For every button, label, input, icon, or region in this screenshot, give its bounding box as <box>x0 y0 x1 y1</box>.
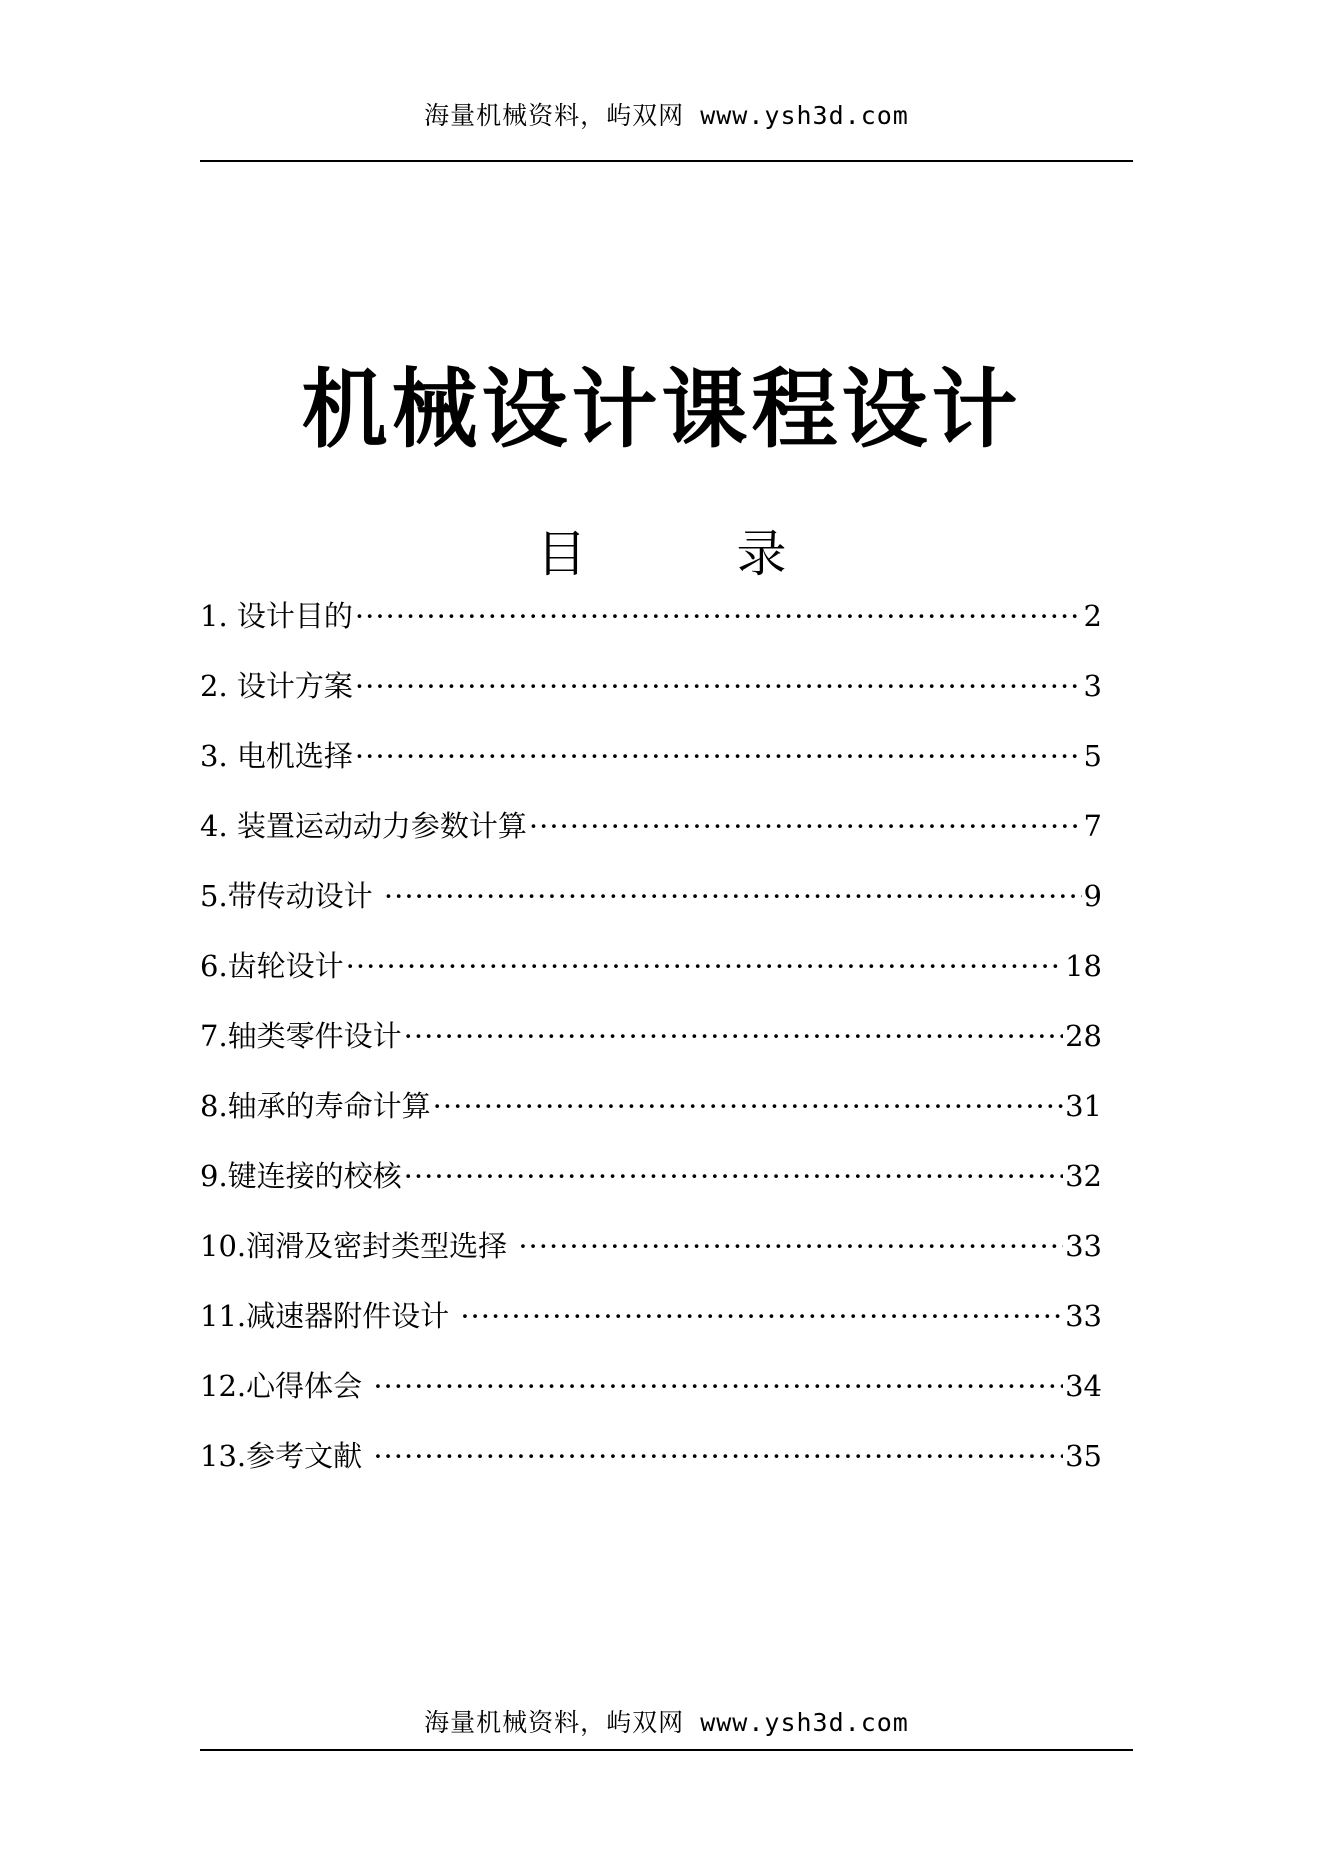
toc-entry-page: 31 <box>1065 1089 1102 1123</box>
toc-entry-11[interactable] <box>200 1294 1102 1364</box>
toc-entry-label: 1. 设计目的 <box>200 599 353 633</box>
toc-entry-label: 7.轴类零件设计 <box>200 1019 402 1053</box>
toc-entry-page: 9 <box>1083 879 1102 913</box>
toc-entry-page: 34 <box>1065 1369 1102 1403</box>
table-of-contents <box>200 594 1102 1504</box>
toc-entry-label: 3. 电机选择 <box>200 739 353 773</box>
toc-entry-page: 3 <box>1083 669 1102 703</box>
toc-entry-page: 2 <box>1083 599 1102 633</box>
document-title: 机械设计课程设计 <box>301 359 1022 460</box>
toc-entry-page: 28 <box>1065 1019 1102 1053</box>
toc-entry-label: 11.减速器附件设计 <box>200 1299 459 1333</box>
toc-entry-2[interactable] <box>200 664 1102 734</box>
toc-leader-dots <box>355 739 1082 773</box>
toc-leader-dots <box>433 1089 1063 1123</box>
toc-entry-label: 4. 装置运动动力参数计算 <box>200 809 527 843</box>
toc-entry-page: 35 <box>1065 1439 1102 1473</box>
footer-divider <box>200 1749 1133 1751</box>
toc-entry-label: 8.轴承的寿命计算 <box>200 1089 431 1123</box>
toc-entry-1[interactable] <box>200 594 1102 664</box>
toc-entry-label: 2. 设计方案 <box>200 669 353 703</box>
toc-entry-4[interactable] <box>200 804 1102 874</box>
toc-leader-dots <box>460 1299 1063 1333</box>
toc-entry-8[interactable] <box>200 1084 1102 1154</box>
toc-leader-dots <box>373 1369 1063 1403</box>
toc-entry-label: 5.带传动设计 <box>200 879 382 913</box>
toc-leader-dots <box>518 1229 1063 1263</box>
toc-entry-10[interactable] <box>200 1224 1102 1294</box>
toc-entry-6[interactable] <box>200 944 1102 1014</box>
header-divider <box>200 160 1133 162</box>
toc-entry-page: 33 <box>1065 1299 1102 1333</box>
toc-heading-left: 目 <box>536 525 587 583</box>
page-header: 海量机械资料，屿双网 www.ysh3d.com <box>424 101 909 130</box>
toc-entry-13[interactable] <box>200 1434 1102 1504</box>
toc-entry-page: 32 <box>1065 1159 1102 1193</box>
toc-entry-5[interactable] <box>200 874 1102 944</box>
toc-entry-page: 7 <box>1083 809 1102 843</box>
toc-leader-dots <box>355 669 1082 703</box>
toc-entry-label: 6.齿轮设计 <box>200 949 344 983</box>
toc-entry-label: 9.键连接的校核 <box>200 1159 402 1193</box>
toc-entry-12[interactable] <box>200 1364 1102 1434</box>
toc-leader-dots <box>404 1019 1063 1053</box>
toc-leader-dots <box>529 809 1082 843</box>
toc-leader-dots <box>355 599 1082 633</box>
toc-leader-dots <box>346 949 1063 983</box>
toc-entry-label: 13.参考文献 <box>200 1439 372 1473</box>
toc-heading <box>0 514 1323 586</box>
toc-entry-7[interactable] <box>200 1014 1102 1084</box>
toc-entry-label: 10.润滑及密封类型选择 <box>200 1229 517 1263</box>
toc-heading-right: 录 <box>736 525 787 583</box>
toc-entry-page: 5 <box>1083 739 1102 773</box>
toc-entry-9[interactable] <box>200 1154 1102 1224</box>
toc-leader-dots <box>404 1159 1063 1193</box>
toc-entry-3[interactable] <box>200 734 1102 804</box>
toc-leader-dots <box>373 1439 1063 1473</box>
toc-entry-page: 33 <box>1065 1229 1102 1263</box>
page-footer: 海量机械资料，屿双网 www.ysh3d.com <box>424 1708 909 1737</box>
toc-leader-dots <box>384 879 1082 913</box>
toc-entry-label: 12.心得体会 <box>200 1369 372 1403</box>
toc-entry-page: 18 <box>1065 949 1102 983</box>
